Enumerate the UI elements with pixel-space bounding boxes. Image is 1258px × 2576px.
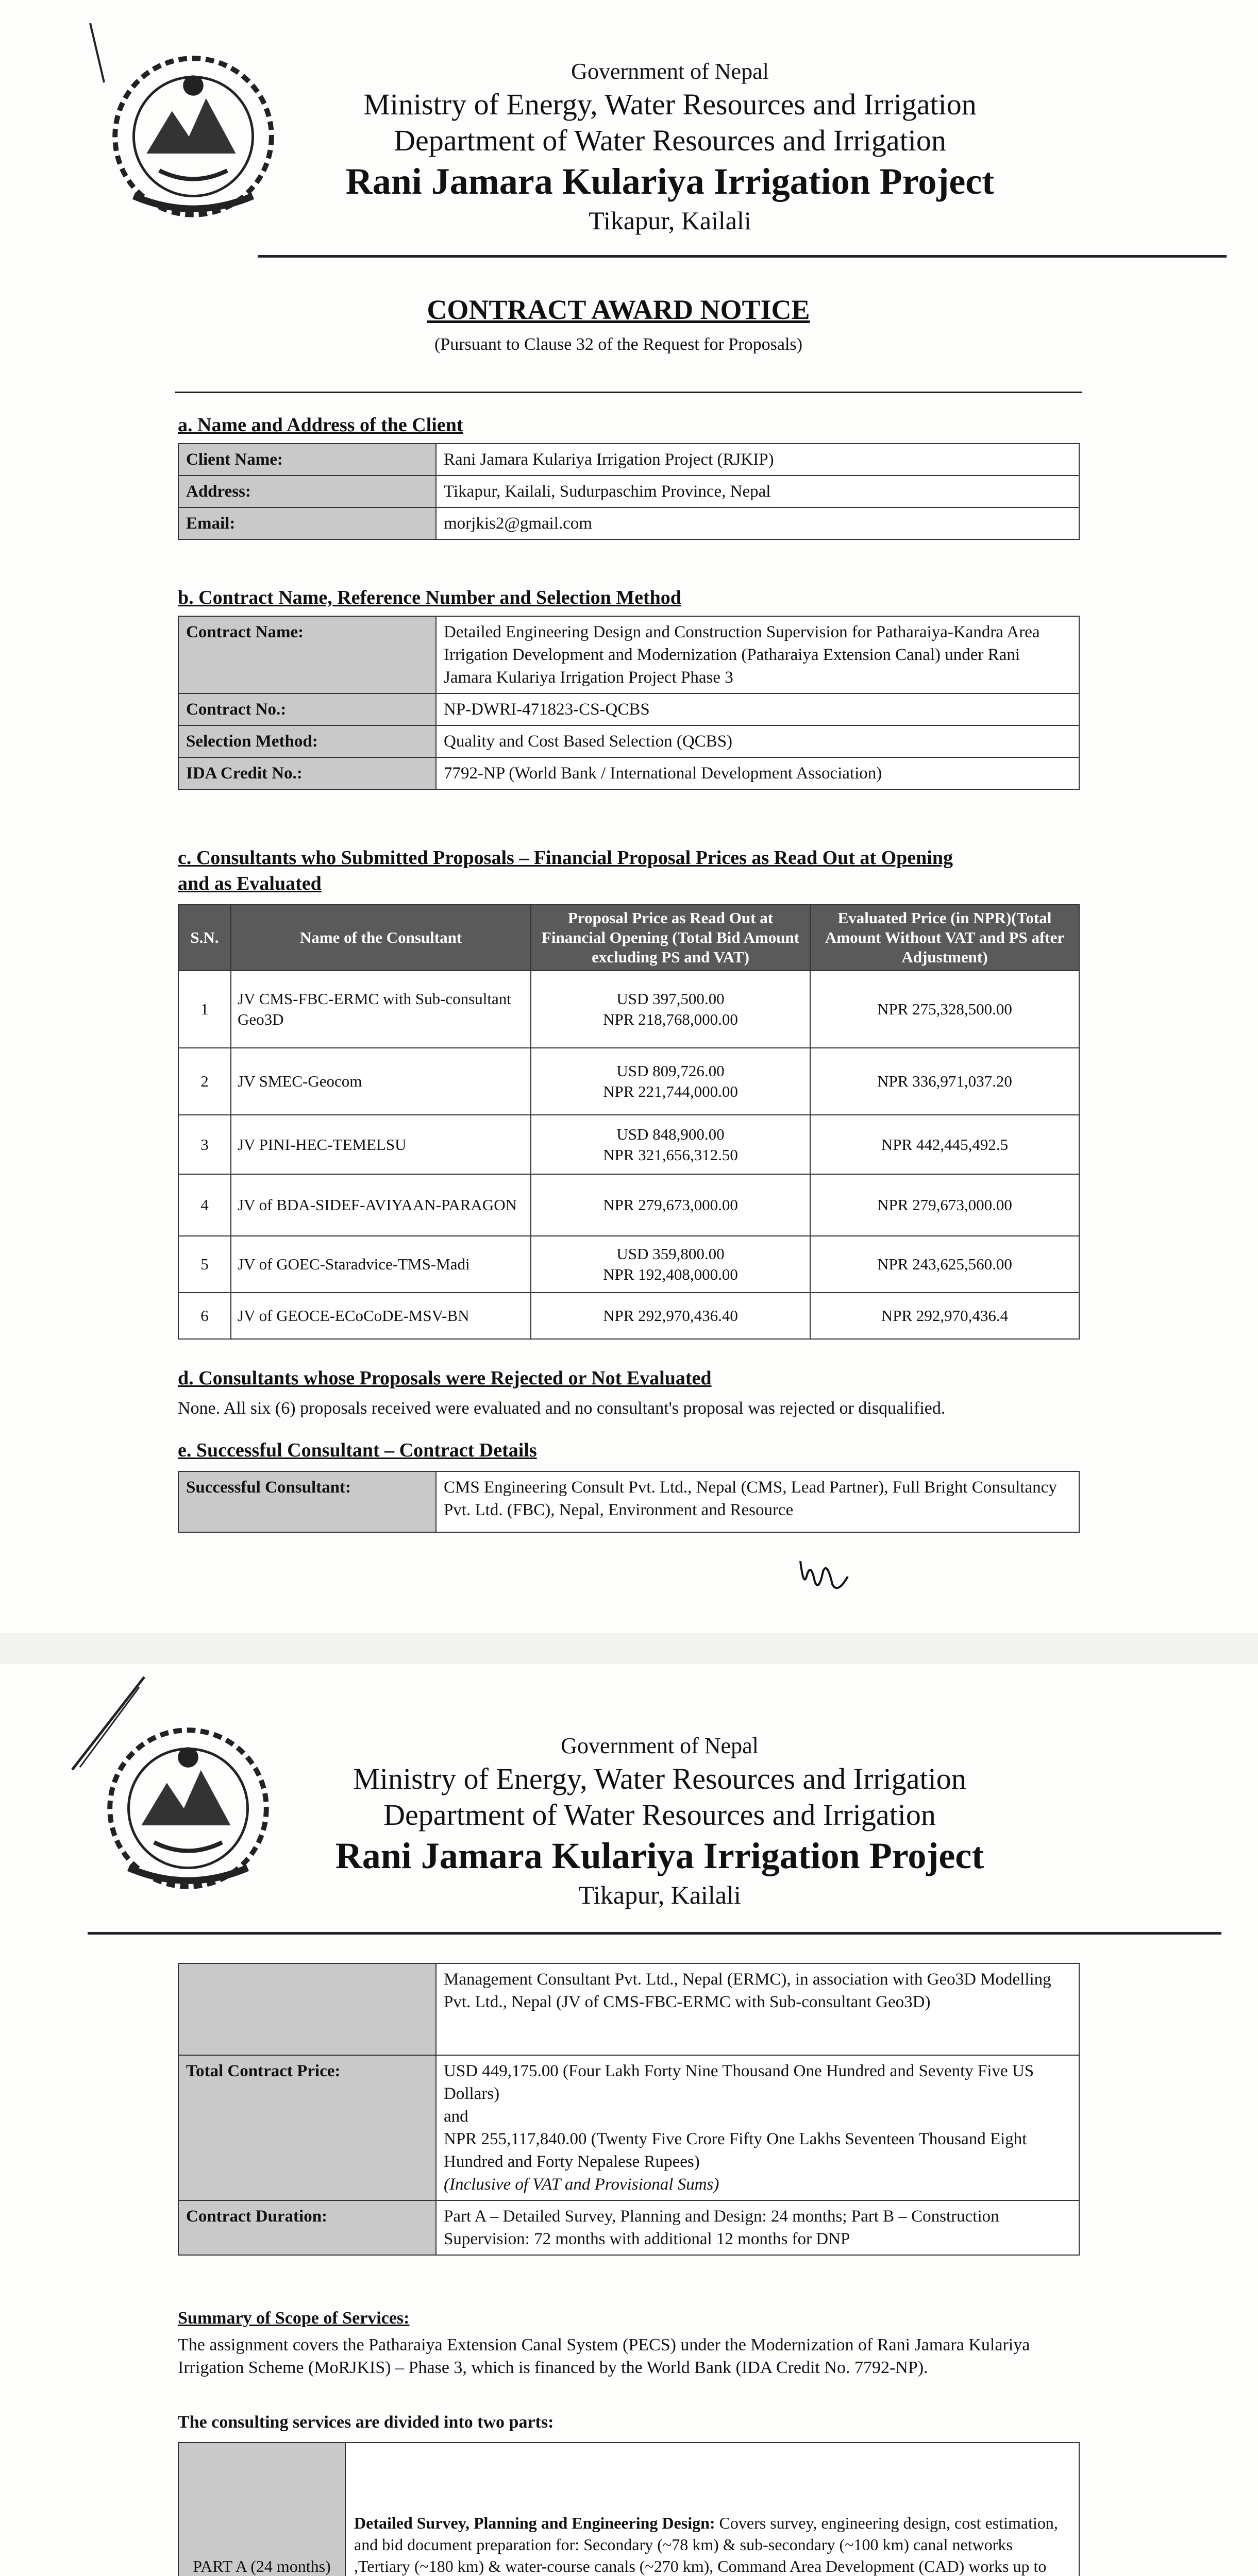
table-row (178, 2055, 1079, 2200)
col-read-out: Proposal Price as Read Out at Financial Opening (Total Bid Amount excluding PS and VAT) (531, 905, 810, 971)
client-address-value: Tikapur, Kailali, Sudurpaschim Province, Nepal (436, 476, 1079, 507)
selection-method-label: Selection Method: (178, 725, 436, 757)
lh-ministry: Ministry of Energy, Water Resources and Irrigation (363, 88, 977, 121)
read-out-npr: NPR 221,744,000.00 (603, 1082, 738, 1100)
section-e-heading: e. Successful Consultant – Contract Details (178, 1439, 537, 1461)
client-table (178, 443, 1080, 540)
contract-duration-value: Part A – Detailed Survey, Planning and Design: 24 months; Part B – Construction Supervision: 72 months with additional 12 months for DNP (436, 2200, 1079, 2255)
table-row (178, 693, 1079, 725)
table-row (178, 971, 1079, 1048)
lh-department: Department of Water Resources and Irrigation (394, 124, 946, 157)
section-d-text: None. All six (6) proposals received were evaluated and no consultant's proposal was rejected or disqualified. (178, 1399, 946, 1418)
initials-signature (796, 1556, 853, 1597)
price-npr: NPR 255,117,840.00 (Twenty Five Crore Fifty One Lakhs Seventeen Thousand Eight Hundred and Forty Nepalese Rupees) (444, 2130, 1027, 2171)
contract-table (178, 616, 1080, 790)
lh-department: Department of Water Resources and Irrigation (383, 1798, 936, 1832)
section-b-heading: b. Contract Name, Reference Number and Selection Method (178, 587, 681, 608)
contract-name-label: Contract Name: (178, 616, 436, 693)
read-out-usd: USD 809,726.00 (616, 1062, 725, 1080)
header-rule (258, 255, 1227, 258)
read-out-npr: NPR 292,970,436.40 (603, 1307, 738, 1325)
table-row (178, 1115, 1079, 1174)
row-evaluated: NPR 442,445,492.5 (810, 1115, 1079, 1174)
section-c-heading (178, 845, 1085, 896)
table-row (178, 2443, 1079, 2576)
section-c-heading-line2: and as Evaluated (178, 873, 322, 894)
lh-project-name: Rani Jamara Kulariya Irrigation Project (345, 161, 995, 202)
read-out-usd: USD 848,900.00 (616, 1125, 725, 1143)
successful-consultant-value: CMS Engineering Consult Pvt. Ltd., Nepal (CMS, Lead Partner), Full Bright Consultancy Pvt. Ltd. (FBC), Nepal, Environment and Resource (436, 1471, 1079, 1532)
table-row (178, 507, 1079, 539)
section-a-heading: a. Name and Address of the Client (178, 414, 463, 436)
notice-subtitle: (Pursuant to Clause 32 of the Request for Proposals) (434, 335, 802, 354)
successful-consultant-continued-label (178, 1963, 436, 2055)
letterhead-text (247, 1731, 1072, 1911)
contract-details-table (178, 1963, 1080, 2256)
read-out-usd: USD 359,800.00 (616, 1245, 725, 1263)
part-a-title: Detailed Survey, Planning and Engineering Design: (354, 2514, 715, 2532)
table-row (178, 2200, 1079, 2255)
lh-government: Government of Nepal (561, 1733, 759, 1758)
contract-duration-label: Contract Duration: (178, 2200, 436, 2255)
read-out-usd: USD 397,500.00 (616, 990, 725, 1008)
row-read-out (531, 1174, 810, 1236)
scope-divided: The consulting services are divided into two parts: (178, 2413, 554, 2432)
notice-title: CONTRACT AWARD NOTICE (427, 294, 810, 325)
row-evaluated: NPR 275,328,500.00 (810, 971, 1079, 1048)
letterhead-text (258, 57, 1082, 237)
successful-consultant-label: Successful Consultant: (178, 1471, 436, 1532)
table-row (178, 1048, 1079, 1115)
row-sn: 1 (178, 971, 231, 1048)
col-name: Name of the Consultant (231, 905, 531, 971)
government-emblem-logo (108, 52, 278, 222)
row-sn: 5 (178, 1236, 231, 1293)
row-read-out (531, 1293, 810, 1339)
row-sn: 6 (178, 1293, 231, 1339)
header-rule (88, 1932, 1221, 1935)
col-evaluated: Evaluated Price (in NPR)(Total Amount Without VAT and PS after Adjustment) (810, 905, 1079, 971)
total-contract-price-value (436, 2055, 1079, 2200)
page-separator (0, 1633, 1258, 1664)
successful-consultant-table (178, 1471, 1080, 1533)
scope-intro: The assignment covers the Patharaiya Extension Canal System (PECS) under the Modernization of Rani Jamara Kulariya Irrigation Scheme (MoRJKIS) – Phase 3, which is financed by the World Bank (IDA Credit No. 7792-NP). (178, 2335, 1030, 2377)
corner-pen-mark (88, 21, 108, 88)
table-row (178, 616, 1079, 693)
read-out-npr: NPR 192,408,000.00 (603, 1265, 738, 1283)
row-consultant-name: JV PINI-HEC-TEMELSU (231, 1115, 531, 1174)
row-sn: 3 (178, 1115, 231, 1174)
lh-location: Tikapur, Kailali (589, 206, 751, 235)
table-row (178, 757, 1079, 789)
contract-no-value: NP-DWRI-471823-CS-QCBS (436, 693, 1079, 725)
row-evaluated: NPR 336,971,037.20 (810, 1048, 1079, 1115)
table-row (178, 1471, 1079, 1532)
row-read-out (531, 1048, 810, 1115)
lh-location: Tikapur, Kailali (578, 1880, 741, 1909)
client-address-label: Address: (178, 476, 436, 507)
ida-credit-label: IDA Credit No.: (178, 757, 436, 789)
read-out-npr: NPR 218,768,000.00 (603, 1010, 738, 1028)
table-row (178, 1236, 1079, 1293)
successful-consultant-value-continued: Management Consultant Pvt. Ltd., Nepal (ERMC), in association with Geo3D Modelling Pvt. Ltd., Nepal (JV of CMS-FBC-ERMC with Sub-consultant Geo3D) (436, 1963, 1079, 2055)
section-d-heading: d. Consultants whose Proposals were Rejected or Not Evaluated (178, 1367, 712, 1389)
scope-heading: Summary of Scope of Services: (178, 2309, 410, 2328)
consultants-table (178, 904, 1080, 1340)
part-a-label: PART A (24 months) (178, 2443, 345, 2576)
selection-method-value: Quality and Cost Based Selection (QCBS) (436, 725, 1079, 757)
row-evaluated: NPR 243,625,560.00 (810, 1236, 1079, 1293)
price-usd: USD 449,175.00 (Four Lakh Forty Nine Thousand One Hundred and Seventy Five US Dollars) (444, 2062, 1034, 2103)
lh-ministry: Ministry of Energy, Water Resources and Irrigation (353, 1762, 966, 1795)
table-row (178, 1963, 1079, 2055)
row-read-out (531, 1115, 810, 1174)
row-consultant-name: JV of BDA-SIDEF-AVIYAAN-PARAGON (231, 1174, 531, 1236)
table-row (178, 1293, 1079, 1339)
row-consultant-name: JV SMEC-Geocom (231, 1048, 531, 1115)
table-row (178, 476, 1079, 507)
contract-no-label: Contract No.: (178, 693, 436, 725)
read-out-npr: NPR 279,673,000.00 (603, 1196, 738, 1214)
ida-credit-value: 7792-NP (World Bank / International Development Association) (436, 757, 1079, 789)
row-consultant-name: JV of GOEC-Staradvice-TMS-Madi (231, 1236, 531, 1293)
part-a-text: Covers survey, engineering design, cost estimation, and bid document preparation for: Secondary (~78 km) & sub-secondary (~100 km) canal networks ,Tertiary (~180 km) & water-course canals (~270 km), Command Area Development (CAD) works up to (354, 2514, 1058, 2575)
lh-government: Government of Nepal (571, 59, 769, 84)
client-name-label: Client Name: (178, 444, 436, 476)
table-row (178, 1174, 1079, 1236)
title-rule (175, 392, 1082, 393)
row-sn: 4 (178, 1174, 231, 1236)
col-sn: S.N. (178, 905, 231, 971)
price-and: and (444, 2107, 468, 2126)
table-header-row (178, 905, 1079, 971)
price-note: (Inclusive of VAT and Provisional Sums) (444, 2175, 719, 2194)
table-row (178, 725, 1079, 757)
contract-name-value: Detailed Engineering Design and Construction Supervision for Patharaiya-Kandra Area Irrigation Development and Modernization (Patharaiya Extension Canal) under Rani Jamara Kulariya Irrigation Project Phase 3 (436, 616, 1079, 693)
row-read-out (531, 971, 810, 1048)
read-out-npr: NPR 321,656,312.50 (603, 1145, 738, 1164)
row-consultant-name: JV of GEOCE-ECoCoDE-MSV-BN (231, 1293, 531, 1339)
client-email-value: morjkis2@gmail.com (436, 507, 1079, 539)
row-evaluated: NPR 292,970,436.4 (810, 1293, 1079, 1339)
page-2 (0, 1664, 1258, 2576)
section-c-heading-line1: c. Consultants who Submitted Proposals – Financial Proposal Prices as Read Out at Opening (178, 847, 953, 869)
table-row (178, 444, 1079, 476)
row-consultant-name: JV CMS-FBC-ERMC with Sub-consultant Geo3D (231, 971, 531, 1048)
client-email-label: Email: (178, 507, 436, 539)
part-a-description (345, 2443, 1079, 2576)
row-sn: 2 (178, 1048, 231, 1115)
total-contract-price-label: Total Contract Price: (178, 2055, 436, 2200)
lh-project-name: Rani Jamara Kulariya Irrigation Project (335, 1835, 984, 1876)
row-evaluated: NPR 279,673,000.00 (810, 1174, 1079, 1236)
row-read-out (531, 1236, 810, 1293)
scope-table (178, 2442, 1080, 2576)
client-name-value: Rani Jamara Kulariya Irrigation Project (RJKIP) (436, 444, 1079, 476)
